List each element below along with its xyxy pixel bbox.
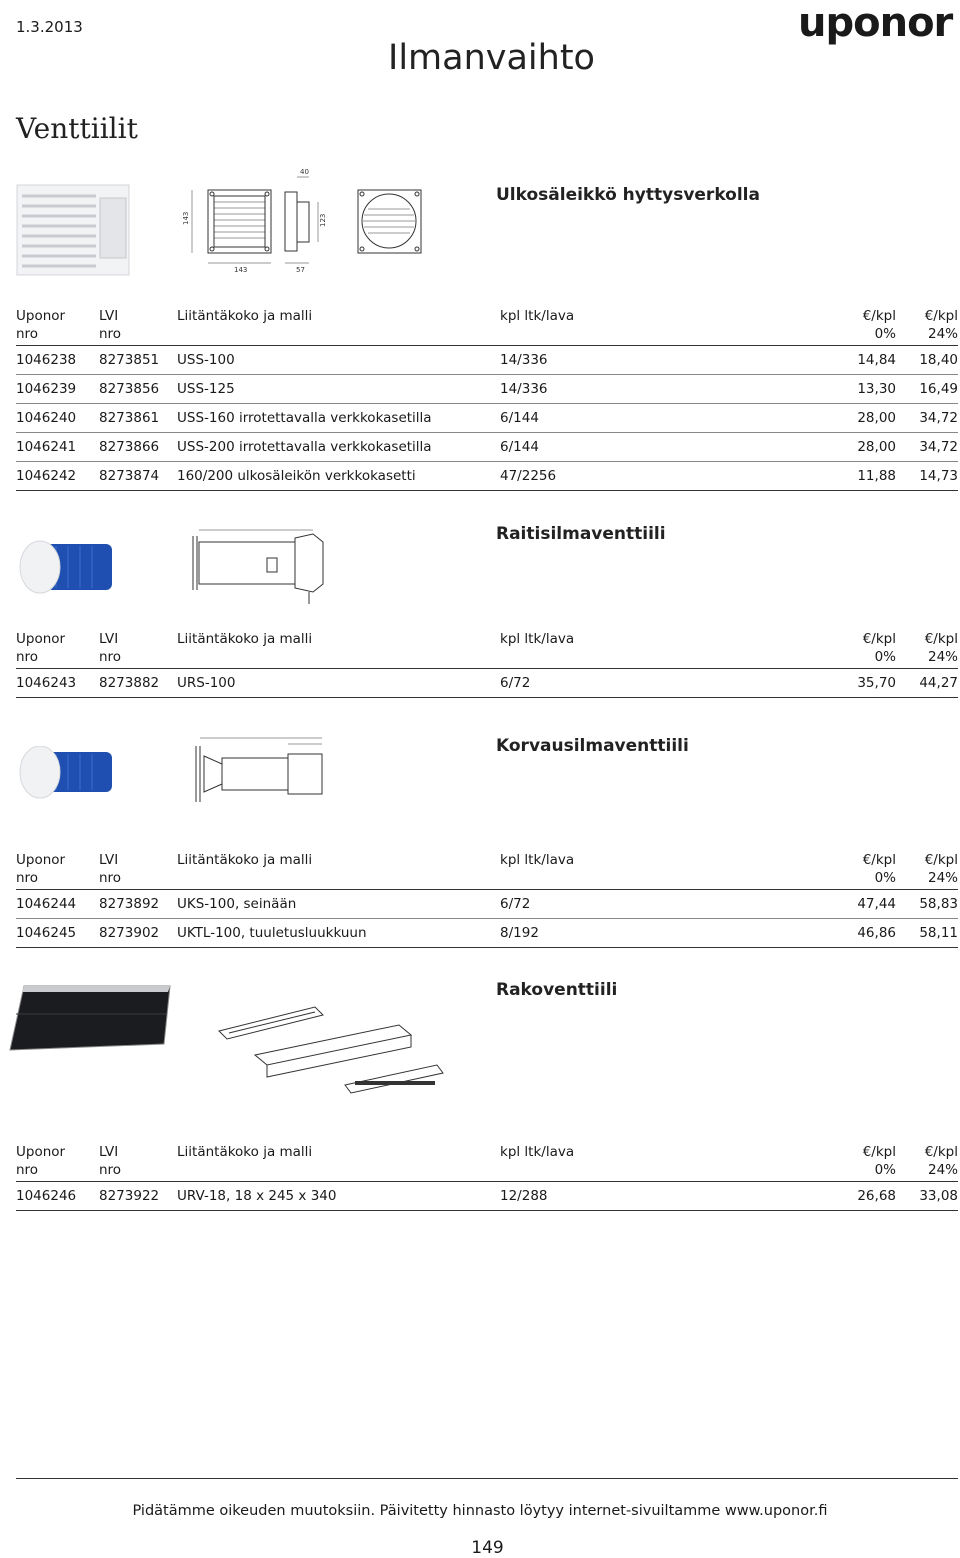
col-header: 24% — [896, 648, 958, 669]
col-header: kpl ltk/lava — [500, 308, 575, 324]
valve-drawing — [180, 730, 340, 810]
slot-valve-photo — [6, 978, 176, 1058]
table-row: 1046240 8273861 USS-160 irrotettavalla verkkokasetilla 6/144 28,00 34,72 — [16, 404, 958, 433]
col-header: kpl ltk/lava — [500, 631, 575, 647]
col-header: LVI — [99, 1144, 119, 1160]
col-header: LVI — [99, 631, 119, 647]
product-title: Raitisilmaventtiili — [496, 524, 666, 544]
col-header: kpl ltk/lava — [500, 852, 575, 868]
col-header: Uponor — [16, 308, 66, 324]
col-header: 0% — [800, 869, 896, 890]
dim-label: 123 — [319, 213, 327, 227]
grille-photo — [16, 180, 131, 280]
col-header: 0% — [800, 648, 896, 669]
price-table — [16, 630, 958, 698]
document-date: 1.3.2013 — [16, 18, 83, 36]
uponor-logo — [798, 2, 958, 46]
col-header: €/kpl — [924, 1144, 958, 1160]
slot-valve-drawing — [215, 985, 455, 1115]
col-header: LVI — [99, 308, 119, 324]
product-title: Rakoventtiili — [496, 980, 618, 1000]
col-header: 24% — [896, 325, 958, 346]
table-row: 1046241 8273866 USS-200 irrotettavalla verkkokasetilla 6/144 28,00 34,72 — [16, 433, 958, 462]
product-title: Korvausilmaventtiili — [496, 736, 689, 756]
price-table — [16, 1143, 958, 1211]
svg-text:uponor: uponor — [798, 2, 953, 46]
col-header: 24% — [896, 869, 958, 890]
col-header: nro — [99, 325, 177, 346]
dim-label: 143 — [234, 266, 248, 274]
dim-label: 57 — [296, 266, 305, 274]
col-header: €/kpl — [924, 308, 958, 324]
col-header: Liitäntäkoko ja malli — [177, 852, 313, 868]
col-header: Uponor — [16, 631, 66, 647]
price-table — [16, 307, 958, 491]
table-row: 1046244 8273892 UKS-100, seinään 6/72 47,44 58,83 — [16, 890, 958, 919]
col-header: €/kpl — [924, 852, 958, 868]
table-row: 1046246 8273922 URV-18, 18 x 245 x 340 12/288 26,68 33,08 — [16, 1182, 958, 1211]
table-row: 1046242 8273874 160/200 ulkosäleikön verkkokasetti 47/2256 11,88 14,73 — [16, 462, 958, 491]
valve-drawing — [185, 522, 345, 608]
page-number: 149 — [471, 1538, 504, 1558]
col-header: Uponor — [16, 1144, 66, 1160]
col-header: kpl ltk/lava — [500, 1144, 575, 1160]
col-header: Liitäntäkoko ja malli — [177, 1144, 313, 1160]
product-title: Ulkosäleikkö hyttysverkolla — [496, 185, 760, 205]
footer-notice: Pidätämme oikeuden muutoksiin. Päivitetty hinnasto löytyy internet-sivuiltamme www.uponor.fi — [132, 1503, 828, 1519]
document-title: Ilmanvaihto — [388, 38, 595, 78]
table-row: 1046239 8273856 USS-125 14/336 13,30 16,49 — [16, 375, 958, 404]
col-header: nro — [99, 869, 177, 890]
section-title: Venttiilit — [16, 112, 138, 145]
col-header: nro — [16, 648, 99, 669]
table-row: 1046238 8273851 USS-100 14/336 14,84 18,40 — [16, 346, 958, 375]
col-header: LVI — [99, 852, 119, 868]
valve-photo — [16, 538, 116, 598]
col-header: nro — [99, 648, 177, 669]
col-header: Uponor — [16, 852, 66, 868]
col-header: €/kpl — [924, 631, 958, 647]
col-header: 24% — [896, 1161, 958, 1182]
col-header: nro — [99, 1161, 177, 1182]
col-header: €/kpl — [862, 852, 896, 868]
col-header: €/kpl — [862, 631, 896, 647]
dim-label: 143 — [182, 211, 190, 225]
footer-divider — [16, 1478, 958, 1479]
price-table — [16, 851, 958, 948]
col-header: Liitäntäkoko ja malli — [177, 631, 313, 647]
col-header: 0% — [800, 325, 896, 346]
col-header: nro — [16, 869, 99, 890]
table-row: 1046245 8273902 UKTL-100, tuuletusluukkuun 8/192 46,86 58,11 — [16, 919, 958, 948]
valve-photo — [16, 746, 116, 806]
col-header: nro — [16, 1161, 99, 1182]
dim-label: 40 — [300, 168, 309, 176]
col-header: Liitäntäkoko ja malli — [177, 308, 313, 324]
col-header: 0% — [800, 1161, 896, 1182]
col-header: €/kpl — [862, 1144, 896, 1160]
table-row: 1046243 8273882 URS-100 6/72 35,70 44,27 — [16, 669, 958, 698]
col-header: nro — [16, 325, 99, 346]
col-header: €/kpl — [862, 308, 896, 324]
grille-drawing — [178, 165, 448, 277]
